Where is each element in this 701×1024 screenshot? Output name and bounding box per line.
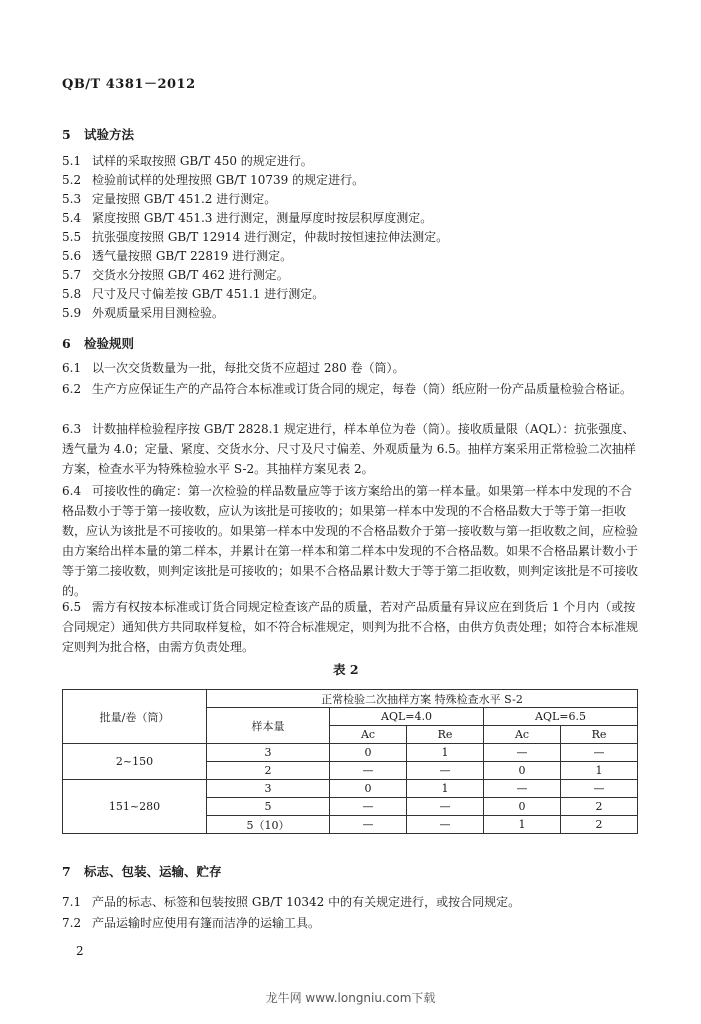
- re-cell: —: [407, 816, 484, 834]
- ac-cell: —: [484, 744, 561, 762]
- clause-6-1: 6.1 以一次交货数量为一批，每批交货不应超过 280 卷（筒）。: [62, 361, 405, 375]
- lot-size-cell: 2~150: [63, 744, 207, 780]
- clause-6-4: 6.4 可接收性的确定：第一次检验的样品数量应等于该方案给出的第一样本量。如果第一样本中发现的不合格品数小于等于第一接收数，应认为该批是可接收的；如果第一样本中发现的不合格品数大于等于第一拒收数，应认为该批是不可接收的。如果第一样本中发现的不合格品数介于第一接收数与第一拒收数之间，应检验由方案给出样本量的第二样本，并累计在第一样本和第二样本中发现的不合格品数。如果不合格品累计数小于等于第二接收数，则判定该批是可接收的；如果不合格品累计数大于等于第二拒收数，则判定该批是不可接收的。: [62, 484, 639, 598]
- clause-6-2: 6.2 生产方应保证生产的产品符合本标准或订货合同的规定，每卷（筒）纸应附一份产品质量检验合格证。: [62, 382, 633, 396]
- re-cell: —: [561, 744, 638, 762]
- ac-cell: —: [330, 816, 407, 834]
- re-header: Re: [407, 726, 484, 744]
- ac-cell: 0: [330, 744, 407, 762]
- clause-7-2: 7.2 产品运输时应使用有篷而洁净的运输工具。: [62, 916, 321, 930]
- sampling-plan-table: [62, 689, 638, 834]
- clause-5-6: 5.6 透气量按照 GB/T 22819 进行测定。: [62, 249, 293, 263]
- sample-size-cell: 5（10）: [207, 816, 330, 834]
- clause-6-5: 6.5 需方有权按本标准或订货合同规定检查该产品的质量，若对产品质量有异议应在到货后 1 个月内（或按合同规定）通知供方共同取样复检，如不符合标准规定，则判为批不合格，由供方负责处理；如符合本标准规定则判为批合格，由需方负责处理。: [62, 600, 639, 654]
- table-row: [63, 744, 638, 762]
- plan-header: 正常检验二次抽样方案 特殊检查水平 S-2: [207, 690, 638, 708]
- re-cell: 1: [561, 762, 638, 780]
- table-2-title: 表 2: [333, 662, 359, 677]
- ac-header: Ac: [484, 726, 561, 744]
- aql-4-header: AQL=4.0: [330, 708, 484, 726]
- clause-5-8: 5.8 尺寸及尺寸偏差按 GB/T 451.1 进行测定。: [62, 287, 325, 301]
- ac-cell: 0: [484, 762, 561, 780]
- re-header: Re: [561, 726, 638, 744]
- ac-cell: 0: [330, 780, 407, 798]
- sample-size-cell: 5: [207, 798, 330, 816]
- sample-size-cell: 2: [207, 762, 330, 780]
- clause-5-9: 5.9 外观质量采用目测检验。: [62, 306, 225, 320]
- sample-size-cell: 3: [207, 744, 330, 762]
- lot-size-header: 批量/卷（筒）: [63, 690, 207, 744]
- clause-5-3: 5.3 定量按照 GB/T 451.2 进行测定。: [62, 192, 277, 206]
- lot-size-cell: 151~280: [63, 780, 207, 834]
- ac-cell: —: [330, 762, 407, 780]
- re-cell: 1: [407, 744, 484, 762]
- re-cell: 2: [561, 816, 638, 834]
- sample-size-cell: 3: [207, 780, 330, 798]
- clause-7-1: 7.1 产品的标志、标签和包装按照 GB/T 10342 中的有关规定进行，或按合同规定。: [62, 895, 521, 909]
- clause-5-1: 5.1 试样的采取按照 GB/T 450 的规定进行。: [62, 154, 313, 168]
- clause-5-4: 5.4 紧度按照 GB/T 451.3 进行测定，测量厚度时按层积厚度测定。: [62, 211, 433, 225]
- download-watermark: 龙牛网 www.longniu.com下载: [265, 991, 436, 1005]
- sample-size-header: 样本量: [207, 708, 330, 744]
- ac-header: Ac: [330, 726, 407, 744]
- table-row: [63, 780, 638, 798]
- ac-cell: —: [484, 780, 561, 798]
- ac-cell: —: [330, 798, 407, 816]
- re-cell: —: [407, 798, 484, 816]
- clause-5-2: 5.2 检验前试样的处理按照 GB/T 10739 的规定进行。: [62, 173, 365, 187]
- clause-5-5: 5.5 抗张强度按照 GB/T 12914 进行测定，仲裁时按恒速拉伸法测定。: [62, 230, 449, 244]
- ac-cell: 0: [484, 798, 561, 816]
- page-number: 2: [76, 944, 84, 958]
- standard-code: QB/T 4381－2012: [62, 77, 196, 92]
- re-cell: —: [561, 780, 638, 798]
- clause-6-3: 6.3 计数抽样检验程序按 GB/T 2828.1 规定进行，样本单位为卷（筒）。接收质量限（AQL）：抗张强度、透气量为 4.0；定量、紧度、交货水分、尺寸及尺寸偏差、外观质量为 6.5。抽样方案采用正常检验二次抽样方案，检查水平为特殊检验水平 S-2。其抽样方案见表 2。: [62, 422, 636, 476]
- section-5-heading: 5 试验方法: [62, 127, 135, 142]
- re-cell: —: [407, 762, 484, 780]
- aql-6-5-header: AQL=6.5: [484, 708, 638, 726]
- re-cell: 1: [407, 780, 484, 798]
- re-cell: 2: [561, 798, 638, 816]
- section-7-heading: 7 标志、包装、运输、贮存: [62, 864, 222, 879]
- section-6-heading: 6 检验规则: [62, 336, 135, 351]
- clause-5-7: 5.7 交货水分按照 GB/T 462 进行测定。: [62, 268, 289, 282]
- ac-cell: 1: [484, 816, 561, 834]
